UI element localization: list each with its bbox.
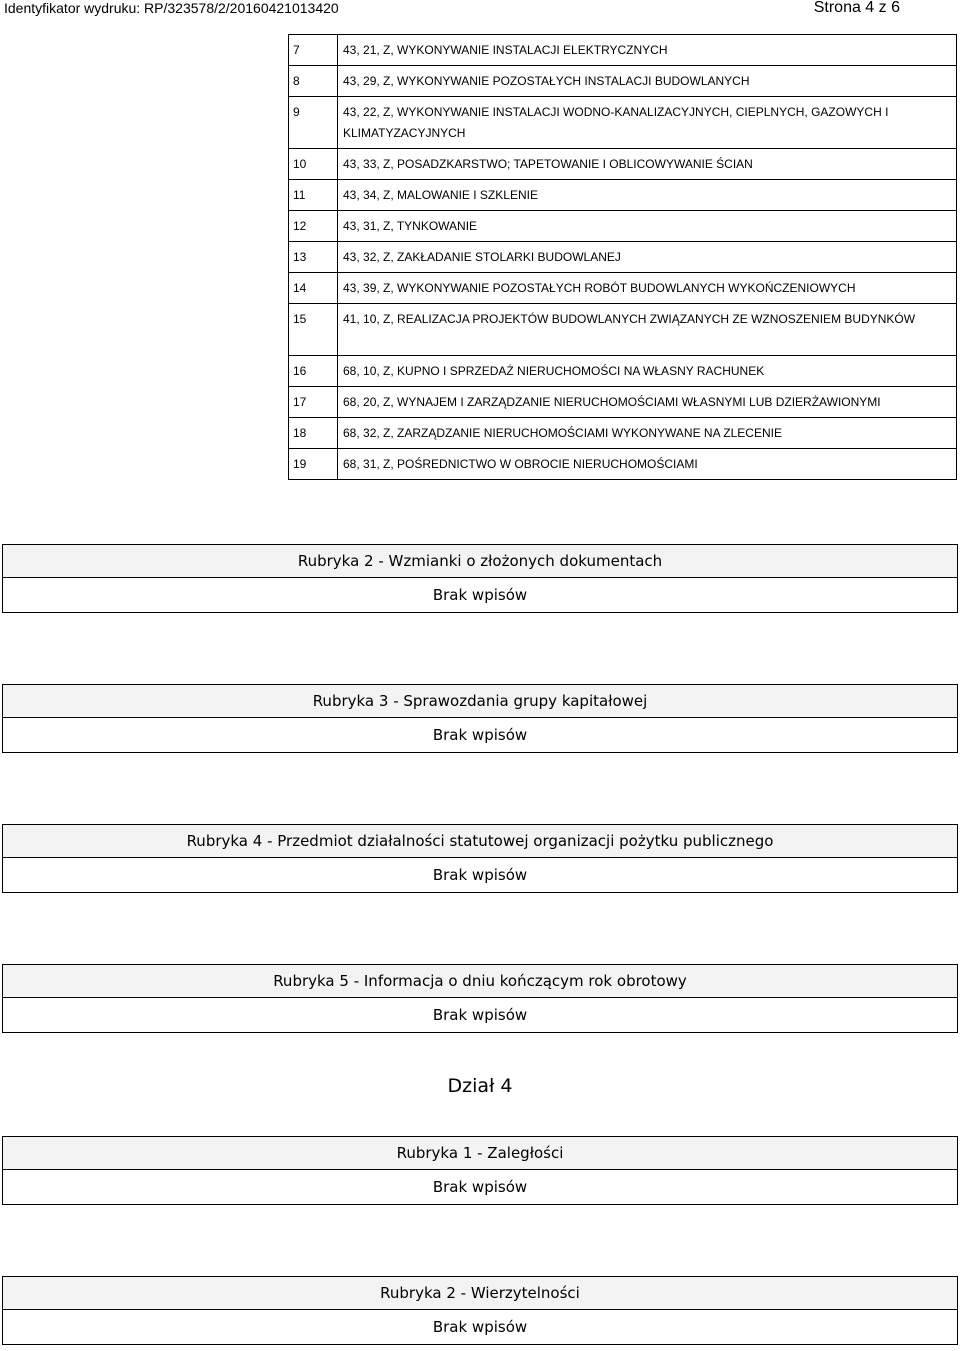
row-number: 17 xyxy=(289,387,338,418)
activity-text: 43, 39, Z, WYKONYWANIE POZOSTAŁYCH ROBÓT BUDOWLANYCH WYKOŃCZENIOWYCH xyxy=(338,273,957,304)
section-value: Brak wpisów xyxy=(2,858,958,893)
activity-text: 68, 32, Z, ZARZĄDZANIE NIERUCHOMOŚCIAMI WYKONYWANE NA ZLECENIE xyxy=(338,418,957,449)
table-row xyxy=(289,418,957,449)
table-row xyxy=(289,449,957,480)
table-row xyxy=(289,273,957,304)
page-number: Strona 4 z 6 xyxy=(813,0,900,16)
table-row xyxy=(289,242,957,273)
activity-text: 43, 22, Z, WYKONYWANIE INSTALACJI WODNO-KANALIZACYJNYCH, CIEPLNYCH, GAZOWYCH I KLIMATYZACYJNYCH xyxy=(338,97,957,149)
section-value: Brak wpisów xyxy=(2,578,958,613)
row-number: 10 xyxy=(289,149,338,180)
section-value: Brak wpisów xyxy=(2,718,958,753)
row-number: 11 xyxy=(289,180,338,211)
section-title: Rubryka 1 - Zaległości xyxy=(2,1136,958,1170)
section-rubryka-2 xyxy=(2,544,958,613)
section-title: Rubryka 3 - Sprawozdania grupy kapitałowej xyxy=(2,684,958,718)
dzial-heading: Dział 4 xyxy=(447,1075,513,1097)
table-row xyxy=(289,387,957,418)
pkd-activity-table xyxy=(288,34,957,480)
table-row xyxy=(289,180,957,211)
row-number: 8 xyxy=(289,66,338,97)
table-row xyxy=(289,356,957,387)
activity-text: 43, 31, Z, TYNKOWANIE xyxy=(338,211,957,242)
activity-text: 68, 10, Z, KUPNO I SPRZEDAŻ NIERUCHOMOŚCI NA WŁASNY RACHUNEK xyxy=(338,356,957,387)
row-number: 19 xyxy=(289,449,338,480)
row-number: 14 xyxy=(289,273,338,304)
section-value: Brak wpisów xyxy=(2,998,958,1033)
print-identifier: Identyfikator wydruku: RP/323578/2/20160421013420 xyxy=(4,0,339,16)
activity-text: 43, 34, Z, MALOWANIE I SZKLENIE xyxy=(338,180,957,211)
section-dzial4-rubryka-1 xyxy=(2,1136,958,1205)
section-rubryka-4 xyxy=(2,824,958,893)
table-row xyxy=(289,304,957,356)
row-number: 16 xyxy=(289,356,338,387)
section-title: Rubryka 4 - Przedmiot działalności statutowej organizacji pożytku publicznego xyxy=(2,824,958,858)
row-number: 13 xyxy=(289,242,338,273)
table-row xyxy=(289,211,957,242)
activity-text: 43, 21, Z, WYKONYWANIE INSTALACJI ELEKTRYCZNYCH xyxy=(338,35,957,66)
section-title: Rubryka 5 - Informacja o dniu kończącym rok obrotowy xyxy=(2,964,958,998)
section-dzial4-rubryka-2 xyxy=(2,1276,958,1345)
activity-text: 68, 20, Z, WYNAJEM I ZARZĄDZANIE NIERUCHOMOŚCIAMI WŁASNYMI LUB DZIERŻAWIONYMI xyxy=(338,387,957,418)
section-value: Brak wpisów xyxy=(2,1310,958,1345)
section-title: Rubryka 2 - Wierzytelności xyxy=(2,1276,958,1310)
activity-text: 43, 29, Z, WYKONYWANIE POZOSTAŁYCH INSTALACJI BUDOWLANYCH xyxy=(338,66,957,97)
section-title: Rubryka 2 - Wzmianki o złożonych dokumentach xyxy=(2,544,958,578)
section-value: Brak wpisów xyxy=(2,1170,958,1205)
table-row xyxy=(289,97,957,149)
table-row xyxy=(289,149,957,180)
row-number: 15 xyxy=(289,304,338,356)
table-row xyxy=(289,66,957,97)
row-number: 9 xyxy=(289,97,338,149)
activity-text: 41, 10, Z, REALIZACJA PROJEKTÓW BUDOWLANYCH ZWIĄZANYCH ZE WZNOSZENIEM BUDYNKÓW xyxy=(338,304,957,356)
section-rubryka-5 xyxy=(2,964,958,1033)
activity-text: 43, 33, Z, POSADZKARSTWO; TAPETOWANIE I OBLICOWYWANIE ŚCIAN xyxy=(338,149,957,180)
activity-text: 43, 32, Z, ZAKŁADANIE STOLARKI BUDOWLANEJ xyxy=(338,242,957,273)
table-row xyxy=(289,35,957,66)
row-number: 12 xyxy=(289,211,338,242)
section-rubryka-3 xyxy=(2,684,958,753)
row-number: 7 xyxy=(289,35,338,66)
activity-text: 68, 31, Z, POŚREDNICTWO W OBROCIE NIERUCHOMOŚCIAMI xyxy=(338,449,957,480)
row-number: 18 xyxy=(289,418,338,449)
